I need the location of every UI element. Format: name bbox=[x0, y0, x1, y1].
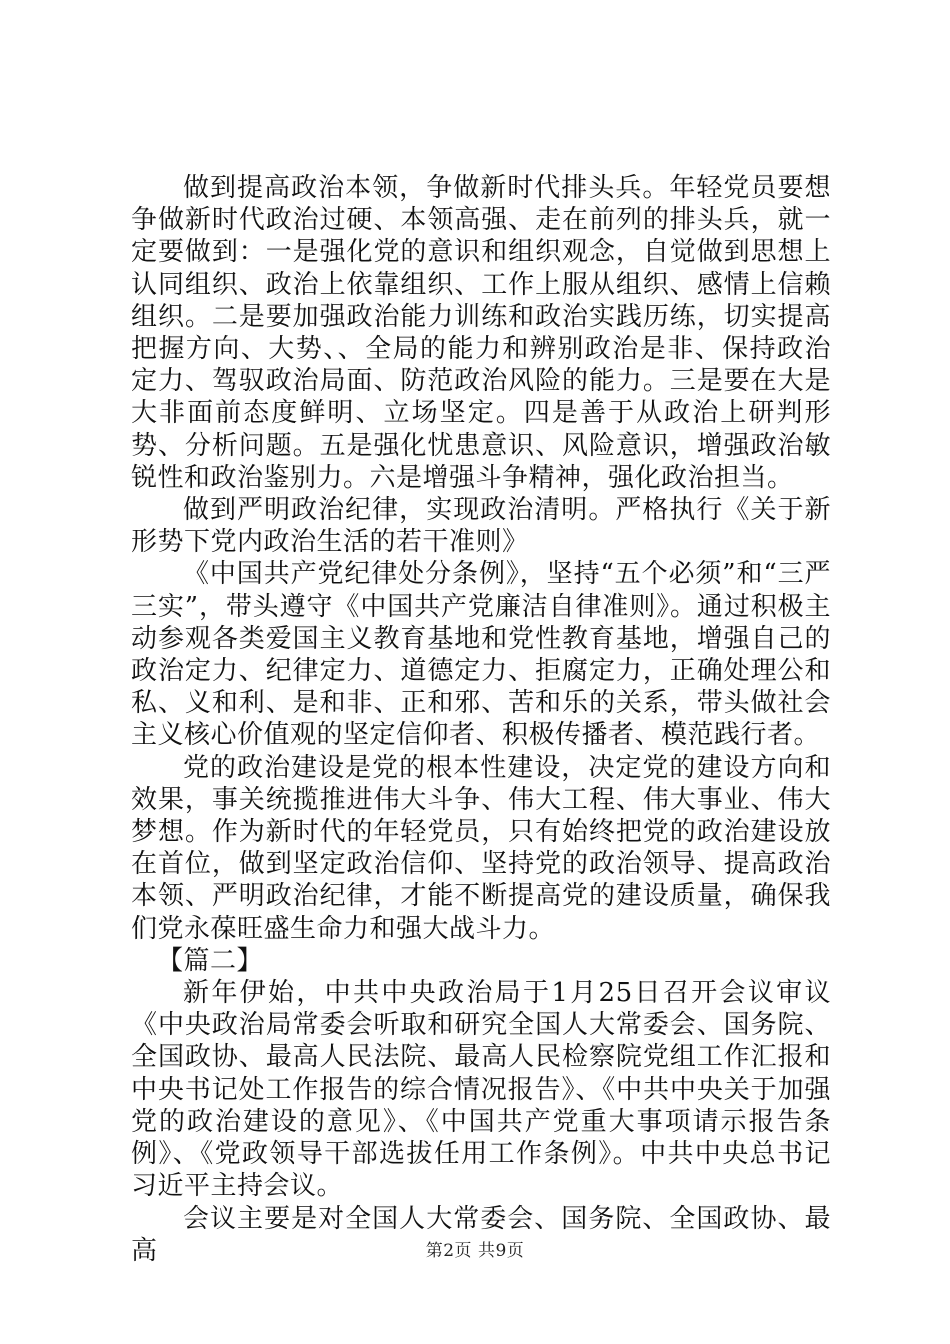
paragraph-political-discipline: 做到严明政治纪律，实现政治清明。严格执行《关于新形势下党内政治生活的若干准则》 bbox=[131, 495, 831, 558]
paragraph-political-skill: 做到提高政治本领，争做新时代排头兵。年轻党员要想争做新时代政治过硬、本领高强、走在前列的排头兵，就一定要做到：一是强化党的意识和组织观念，自觉做到思想上认同组织、政治上依靠组织、工作上服从组织、感情上信赖组织。二是要加强政治能力训练和政治实践历练，切实提高把握方向、大势、、全局的能力和辨别政治是非、保持政治定力、驾驭政治局面、防范政治风险的能力。三是要在大是大非面前态度鲜明、立场坚定。四是善于从政治上研判形势、分析问题。五是强化忧患意识、风险意识，增强政治敏锐性和政治鉴别力。六是增强斗争精神，强化政治担当。 bbox=[131, 173, 831, 493]
document-body bbox=[131, 172, 831, 1267]
paragraph-meeting-summary: 会议主要是对全国人大常委会、国务院、全国政协、最高 bbox=[131, 1203, 831, 1266]
paragraph-discipline-regulations: 《中国共产党纪律处分条例》，坚持“五个必须”和“三严三实”，带头遵守《中国共产党廉洁自律准则》。通过积极主动参观各类爱国主义教育基地和党性教育基地，增强自己的政治定力、纪律定力、道德定力、拒腐定力，正确处理公和私、义和利、是和非、正和邪、苦和乐的关系，带头做社会主义核心价值观的坚定信仰者、积极传播者、模范践行者。 bbox=[131, 559, 831, 751]
page-number-footer: 第2页 共9页 bbox=[425, 1241, 525, 1261]
paragraph-politburo-meeting: 新年伊始，中共中央政治局于1月25日召开会议审议《中央政治局常委会听取和研究全国人大常委会、国务院、全国政协、最高人民法院、最高人民检察院党组工作汇报和中央书记处工作报告的综合情况报告》、《中共中央关于加强党的政治建设的意见》、《中国共产党重大事项请示报告条例》、《党政领导干部选拔任用工作条例》。中共中央总书记习近平主持会议。 bbox=[131, 978, 831, 1202]
paragraph-political-construction: 党的政治建设是党的根本性建设，决定党的建设方向和效果，事关统揽推进伟大斗争、伟大工程、伟大事业、伟大梦想。作为新时代的年轻党员，只有始终把党的政治建设放在首位，做到坚定政治信仰、坚持党的政治领导、提高政治本领、严明政治纪律，才能不断提高党的建设质量，确保我们党永葆旺盛生命力和强大战斗力。 bbox=[131, 752, 831, 944]
section-heading-part-two: 【篇二】 bbox=[157, 945, 264, 976]
